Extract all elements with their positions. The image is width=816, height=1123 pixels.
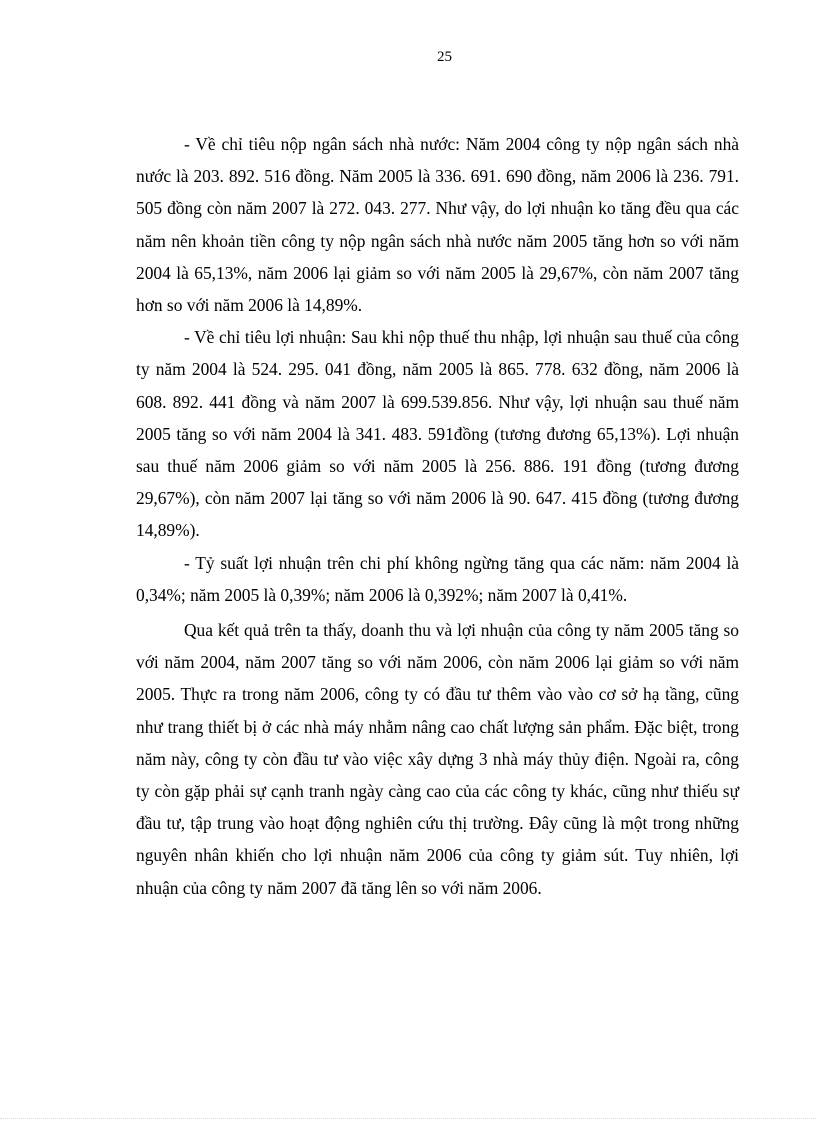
paragraph-profit-ratio: - Tỷ suất lợi nhuận trên chi phí không ngừng tăng qua các năm: năm 2004 là 0,34%; năm 2005 là 0,39%; năm 2006 là 0,392%; năm 2007 là 0,41%. [136, 552, 739, 605]
paragraph-state-budget: - Về chỉ tiêu nộp ngân sách nhà nước: Năm 2004 công ty nộp ngân sách nhà nước là 203. 892. 516 đồng. Năm 2005 là 336. 691. 690 đồng, năm 2006 là 236. 791. 505 đồng còn năm 2007 là 272. 043. 277. Như vậy, do lợi nhuận ko tăng đều qua các năm nên khoản tiền công ty nộp ngân sách nhà nước năm 2005 tăng hơn so với năm 2004 là 65,13%, năm 2006 lại giảm so với năm 2005 là 29,67%, còn năm 2007 tăng hơn so với năm 2006 là 14,89%. [136, 134, 739, 316]
document-body [136, 128, 739, 904]
paragraph-conclusion: Qua kết quả trên ta thấy, doanh thu và lợi nhuận của công ty năm 2005 tăng so với năm 2004, năm 2007 tăng so với năm 2006, còn năm 2006 lại giảm so với năm 2005. Thực ra trong năm 2006, công ty có đầu tư thêm vào vào cơ sở hạ tầng, cũng như trang thiết bị ở các nhà máy nhằm nâng cao chất lượng sản phẩm. Đặc biệt, trong năm này, công ty còn đầu tư vào việc xây dựng 3 nhà máy thủy điện. Ngoài ra, công ty còn gặp phải sự cạnh tranh ngày càng cao của các công ty khác, cũng như thiếu sự đầu tư, tập trung vào hoạt động nghiên cứu thị trường. Đây cũng là một trong những nguyên nhân khiến cho lợi nhuận năm 2006 của công ty giảm sút. Tuy nhiên, lợi nhuận của công ty năm 2007 đã tăng lên so với năm 2006. [136, 620, 739, 898]
page-number: 25 [437, 49, 452, 65]
page-bottom-divider [0, 1118, 816, 1119]
paragraph-profit: - Về chỉ tiêu lợi nhuận: Sau khi nộp thuế thu nhập, lợi nhuận sau thuế của công ty năm 2004 là 524. 295. 041 đồng, năm 2005 là 865. 778. 632 đồng, năm 2006 là 608. 892. 441 đồng và năm 2007 là 699.539.856. Như vậy, lợi nhuận sau thuế năm 2005 tăng so với năm 2004 là 341. 483. 591đồng (tương đương 65,13%). Lợi nhuận sau thuế năm 2006 giảm so với năm 2005 là 256. 886. 191 đồng (tương đương 29,67%), còn năm 2007 lại tăng so với năm 2006 là 90. 647. 415 đồng (tương đương 14,89%). [136, 327, 739, 541]
